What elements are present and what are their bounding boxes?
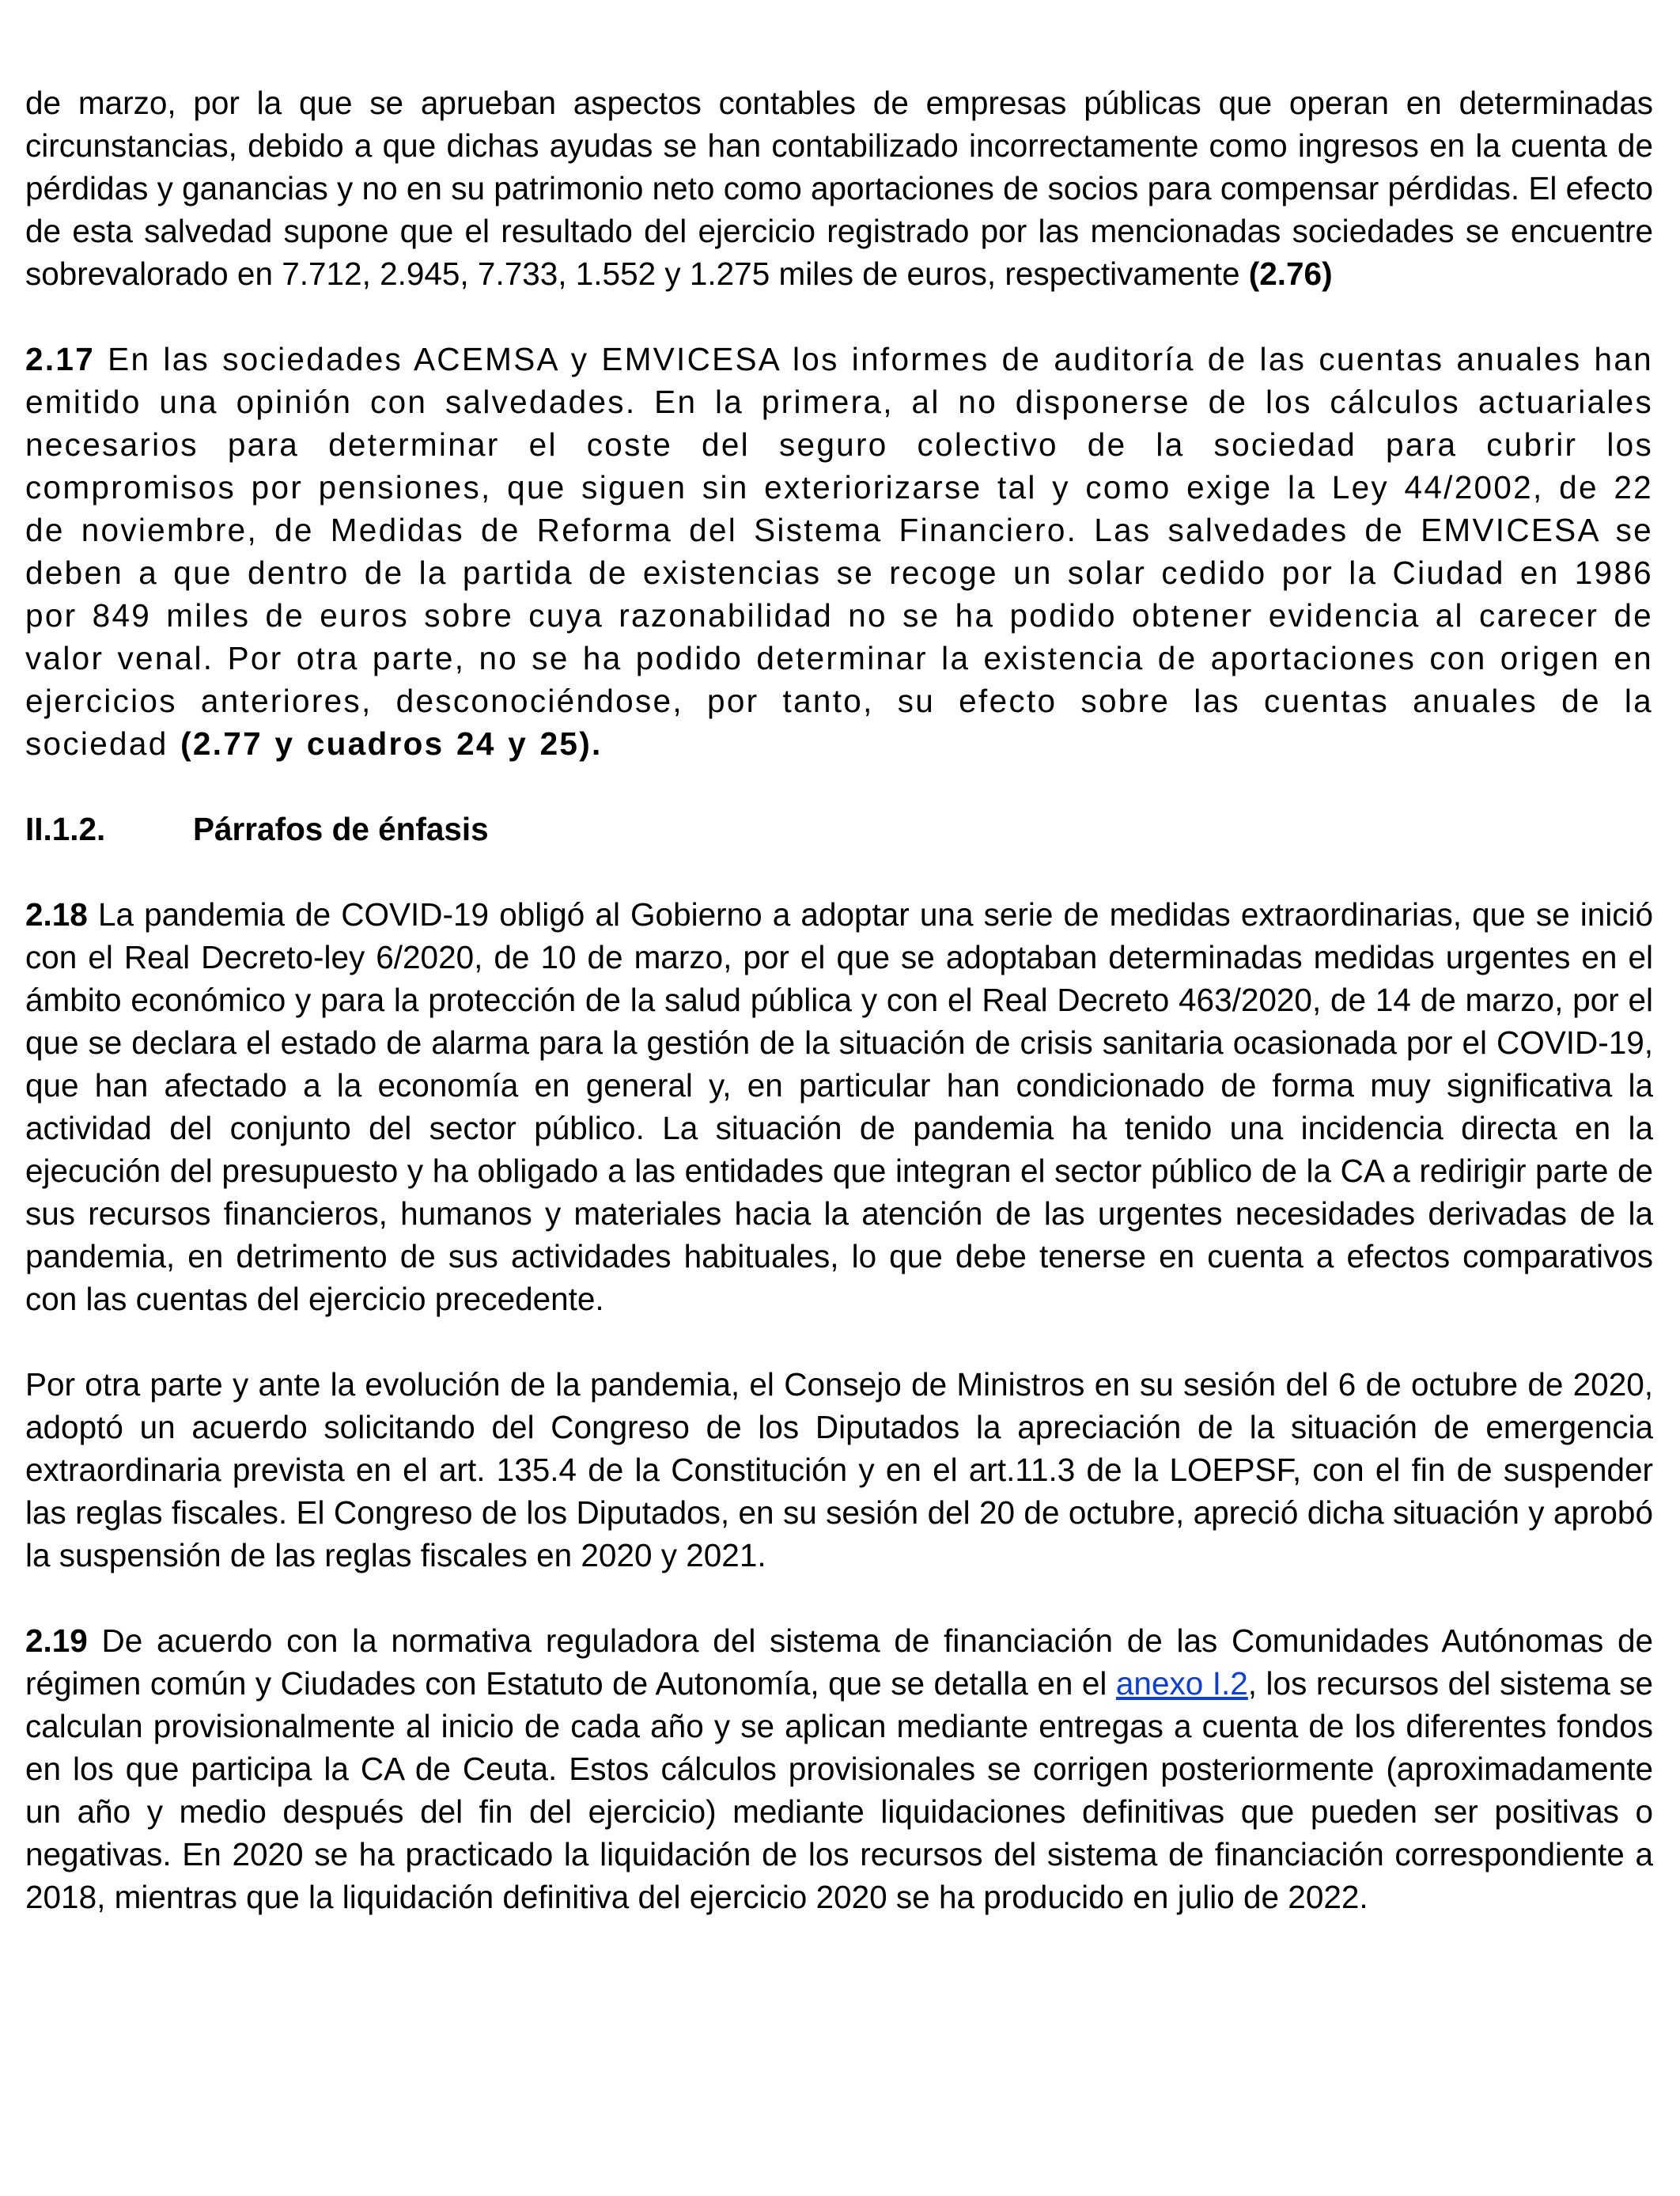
paragraph-text: de marzo, por la que se aprueban aspectos contables de empresas públicas que operan en determinadas circunstancias, debido a que dichas ayudas se han contabilizado incorrectamente como ingresos en la cuenta de pérdidas y ganancias y no en su patrimonio neto como aportaciones de socios para compensar pérdidas. El efecto de esta salvedad supone que el resultado del ejercicio registrado por las mencionadas sociedades se encuentre sobrevalorado en 7.712, 2.945, 7.733, 1.552 y 1.275 miles de euros, respectivamente <box>25 85 1653 292</box>
paragraph-text: Por otra parte y ante la evolución de la pandemia, el Consejo de Ministros en su sesión del 6 de octubre de 2020, adoptó un acuerdo solicitando del Congreso de los Diputados la apreciación de la situación de emergencia extraordinaria prevista en el art. 135.4 de la Constitución y en el art.11.3 de la LOEPSF, con el fin de suspender las reglas fiscales. El Congreso de los Diputados, en su sesión del 20 de octubre, apreció dicha situación y aprobó la suspensión de las reglas fiscales en 2020 y 2021. <box>25 1366 1653 1573</box>
section-number: II.1.2. <box>25 811 106 847</box>
paragraph-text: En las sociedades ACEMSA y EMVICESA los informes de auditoría de las cuentas anuales han emitido una opinión con salvedades. En la primera, al no disponerse de los cálculos actuariales necesarios para determinar el coste del seguro colectivo de la sociedad para cubrir los compromisos por pensiones, que siguen sin exteriorizarse tal y como exige la Ley 44/2002, de 22 de noviembre, de Medidas de Reforma del Sistema Financiero. Las salvedades de EMVICESA se deben a que dentro de la partida de existencias se recoge un solar cedido por la Ciudad en 1986 por 849 miles de euros sobre cuya razonabilidad no se ha podido obtener evidencia al carecer de valor venal. Por otra parte, no se ha podido determinar la existencia de aportaciones con origen en ejercicios anteriores, desconociéndose, por tanto, su efecto sobre las cuentas anuales de la sociedad <box>25 341 1653 762</box>
anexo-link[interactable]: anexo I.2 <box>1115 1665 1248 1702</box>
paragraph-gap <box>25 295 1653 338</box>
paragraph-text: , los recursos del sistema se calculan provisionalmente al inicio de cada año y se aplican mediante entregas a cuenta de los diferentes fondos en los que participa la CA de Ceuta. Estos cálculos provisionales se corrigen posteriormente (aproximadamente un año y medio después del fin del ejercicio) mediante liquidaciones definitivas que pueden ser positivas o negativas. En 2020 se ha practicado la liquidación de los recursos del sistema de financiación correspondiente a 2018, mientras que la liquidación definitiva del ejercicio 2020 se ha producido en julio de 2022. <box>25 1665 1653 1915</box>
paragraph-text: La pandemia de COVID-19 obligó al Gobierno a adoptar una serie de medidas extraordinarias, que se inició con el Real Decreto-ley 6/2020, de 10 de marzo, por el que se adoptaban determinadas medidas urgentes en el ámbito económico y para la protección de la salud pública y con el Real Decreto 463/2020, de 14 de marzo, por el que se declara el estado de alarma para la gestión de la situación de crisis sanitaria ocasionada por el COVID-19, que han afectado a la economía en general y, en particular han condicionado de forma muy significativa la actividad del conjunto del sector público. La situación de pandemia ha tenido una incidencia directa en la ejecución del presupuesto y ha obligado a las entidades que integran el sector público de la CA a redirigir parte de sus recursos financieros, humanos y materiales hacia la atención de las urgentes necesidades derivadas de la pandemia, en detrimento de sus actividades habituales, lo que debe tenerse en cuenta a efectos comparativos con las cuentas del ejercicio precedente. <box>25 896 1653 1317</box>
paragraph-2-18 <box>25 893 1653 1320</box>
section-title: Párrafos de énfasis <box>193 811 489 847</box>
paragraph-gap <box>25 850 1653 893</box>
paragraph-text: De acuerdo con la normativa reguladora del sistema de financiación de las Comunidades Autónomas de régimen común y Ciudades con Estatuto de Autonomía, que se detalla en el <box>25 1622 1653 1702</box>
paragraph-number: 2.18 <box>25 896 88 933</box>
paragraph-2-18-continued <box>25 1363 1653 1577</box>
paragraph-number: 2.19 <box>25 1622 88 1659</box>
paragraph-gap <box>25 765 1653 808</box>
paragraph-2-16-continuation <box>25 81 1653 295</box>
document-body <box>25 81 1653 1918</box>
paragraph-gap <box>25 1577 1653 1619</box>
paragraph-2-19 <box>25 1619 1653 1918</box>
paragraph-gap <box>25 1320 1653 1363</box>
cross-reference: (2.76) <box>1248 256 1333 292</box>
paragraph-2-17 <box>25 338 1653 765</box>
cross-reference: (2.77 y cuadros 24 y 25). <box>180 725 603 762</box>
section-heading <box>25 808 1653 850</box>
paragraph-number: 2.17 <box>25 341 96 377</box>
